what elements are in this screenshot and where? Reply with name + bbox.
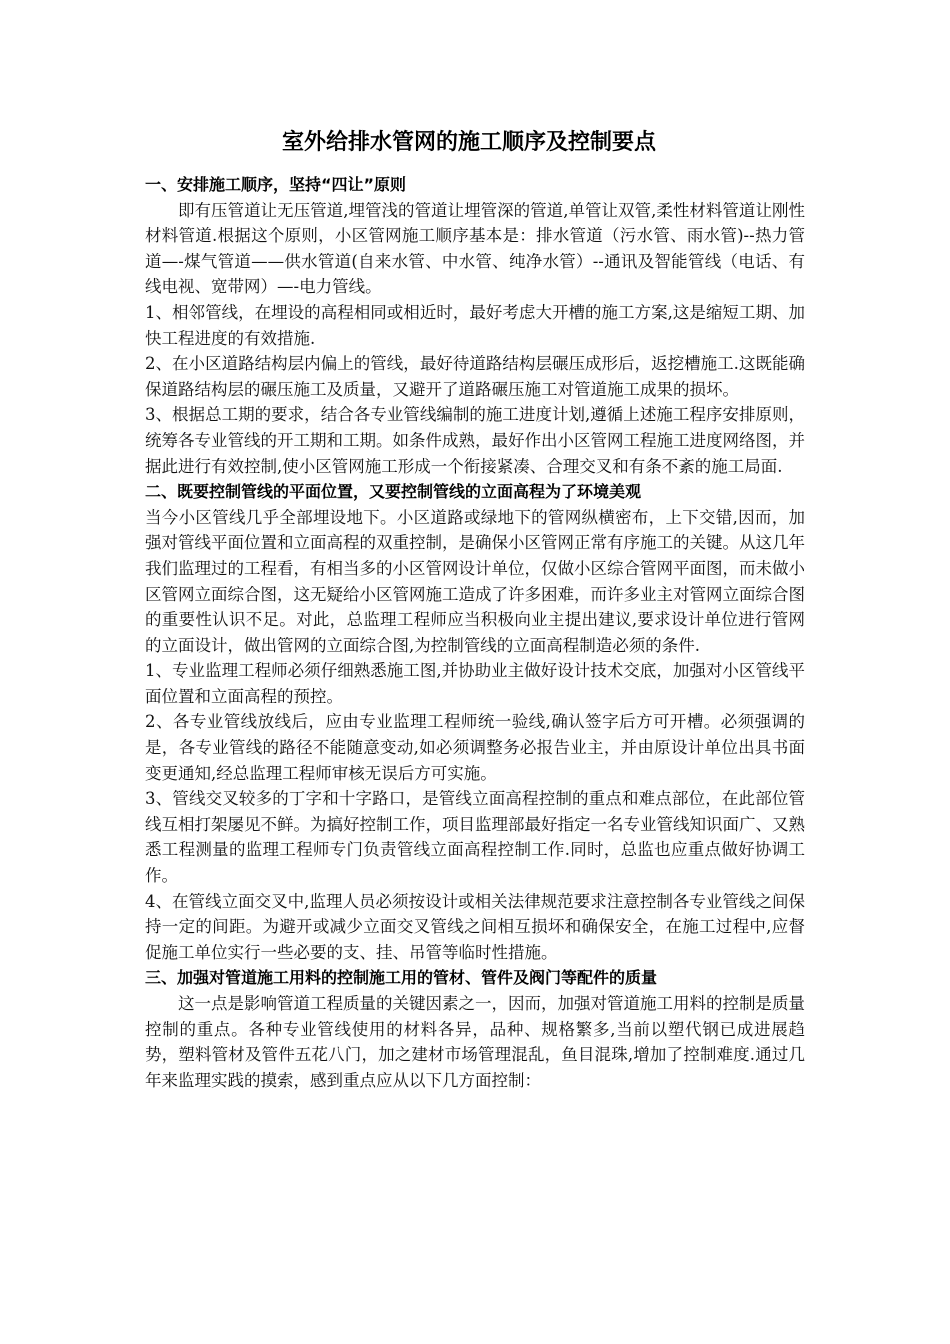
document-page <box>145 128 805 1093</box>
section-3 <box>145 965 805 1093</box>
paragraph: 3、管线交叉较多的丁字和十字路口，是管线立面高程控制的重点和难点部位，在此部位管线互相打架屡见不鲜。为搞好控制工作，项目监理部最好指定一名专业管线知识面广、又熟悉工程测量的监理工程师专门负责管线立面高程控制工作.同时，总监也应重点做好协调工作。 <box>145 789 805 886</box>
section-heading: 一、安排施工顺序，坚持“四让”原则 <box>145 175 407 194</box>
section-2 <box>145 479 805 965</box>
paragraph: 3、根据总工期的要求，结合各专业管线编制的施工进度计划,遵循上述施工程序安排原则，统筹各专业管线的开工期和工期。如条件成熟，最好作出小区管网工程施工进度网络图，并据此进行有效控制,使小区管网施工形成一个衔接紧凑、合理交叉和有条不紊的施工局面. <box>145 405 805 476</box>
paragraph: 4、在管线立面交叉中,监理人员必须按设计或相关法律规范要求注意控制各专业管线之间保持一定的间距。为避开或减少立面交叉管线之间相互损坏和确保安全，在施工过程中,应督促施工单位实行一些必要的支、挂、吊管等临时性措施。 <box>145 891 805 962</box>
section-1 <box>145 172 805 479</box>
section-heading: 三、加强对管道施工用料的控制施工用的管材、管件及阀门等配件的质量 <box>145 968 658 988</box>
document-title: 室外给排水管网的施工顺序及控制要点 <box>281 130 656 155</box>
paragraph: 1、相邻管线，在埋设的高程相同或相近时，最好考虑大开槽的施工方案,这是缩短工期、加快工程进度的有效措施. <box>145 302 805 348</box>
paragraph: 当今小区管线几乎全部埋设地下。小区道路或绿地下的管网纵横密布，上下交错,因而，加强对管线平面位置和立面高程的双重控制，是确保小区管网正常有序施工的关键。从这几年我们监理过的工程看，有相当多的小区管网设计单位，仅做小区综合管网平面图，而未做小区管网立面综合图，这无疑给小区管网施工造成了许多困难，而许多业主对管网立面综合图的重要性认识不足。对此，总监理工程师应当积极向业主提出建议,要求设计单位进行管网的立面设计，做出管网的立面综合图,为控制管线的立面高程制造必须的条件. <box>145 507 805 655</box>
paragraph: 2、在小区道路结构层内偏上的管线，最好待道路结构层碾压成形后，返挖槽施工.这既能确保道路结构层的碾压施工及质量，又避开了道路碾压施工对管道施工成果的损坏。 <box>145 354 805 399</box>
paragraph: 1、专业监理工程师必须仔细熟悉施工图,并协助业主做好设计技术交底，加强对小区管线平面位置和立面高程的预控。 <box>145 661 805 706</box>
section-heading: 二、既要控制管线的平面位置，又要控制管线的立面高程为了环境美观 <box>145 482 642 502</box>
paragraph: 这一点是影响管道工程质量的关键因素之一，因而，加强对管道施工用料的控制是质量控制的重点。各种专业管线使用的材料各异，品种、规格繁多,当前以塑代钢已成进展趋势，塑料管材及管件五花八门，加之建材市场管理混乱，鱼目混珠,增加了控制难度.通过几年来监理实践的摸索，感到重点应从以下几方面控制： <box>145 994 805 1090</box>
paragraph: 2、各专业管线放线后，应由专业监理工程师统一验线,确认签字后方可开槽。必须强调的是，各专业管线的路径不能随意变动,如必须调整务必报告业主，并由原设计单位出具书面变更通知,经总监理工程师审核无误后方可实施。 <box>145 712 805 783</box>
paragraph: 即有压管道让无压管道,埋管浅的管道让埋管深的管道,单管让双管,柔性材料管道让刚性材料管道.根据这个原则，小区管网施工顺序基本是：排水管道（污水管、雨水管)--热力管道—-煤气管道——供水管道(自来水管、中水管、纯净水管）--通讯及智能管线（电话、有线电视、宽带网）—-电力管线。 <box>145 200 805 297</box>
